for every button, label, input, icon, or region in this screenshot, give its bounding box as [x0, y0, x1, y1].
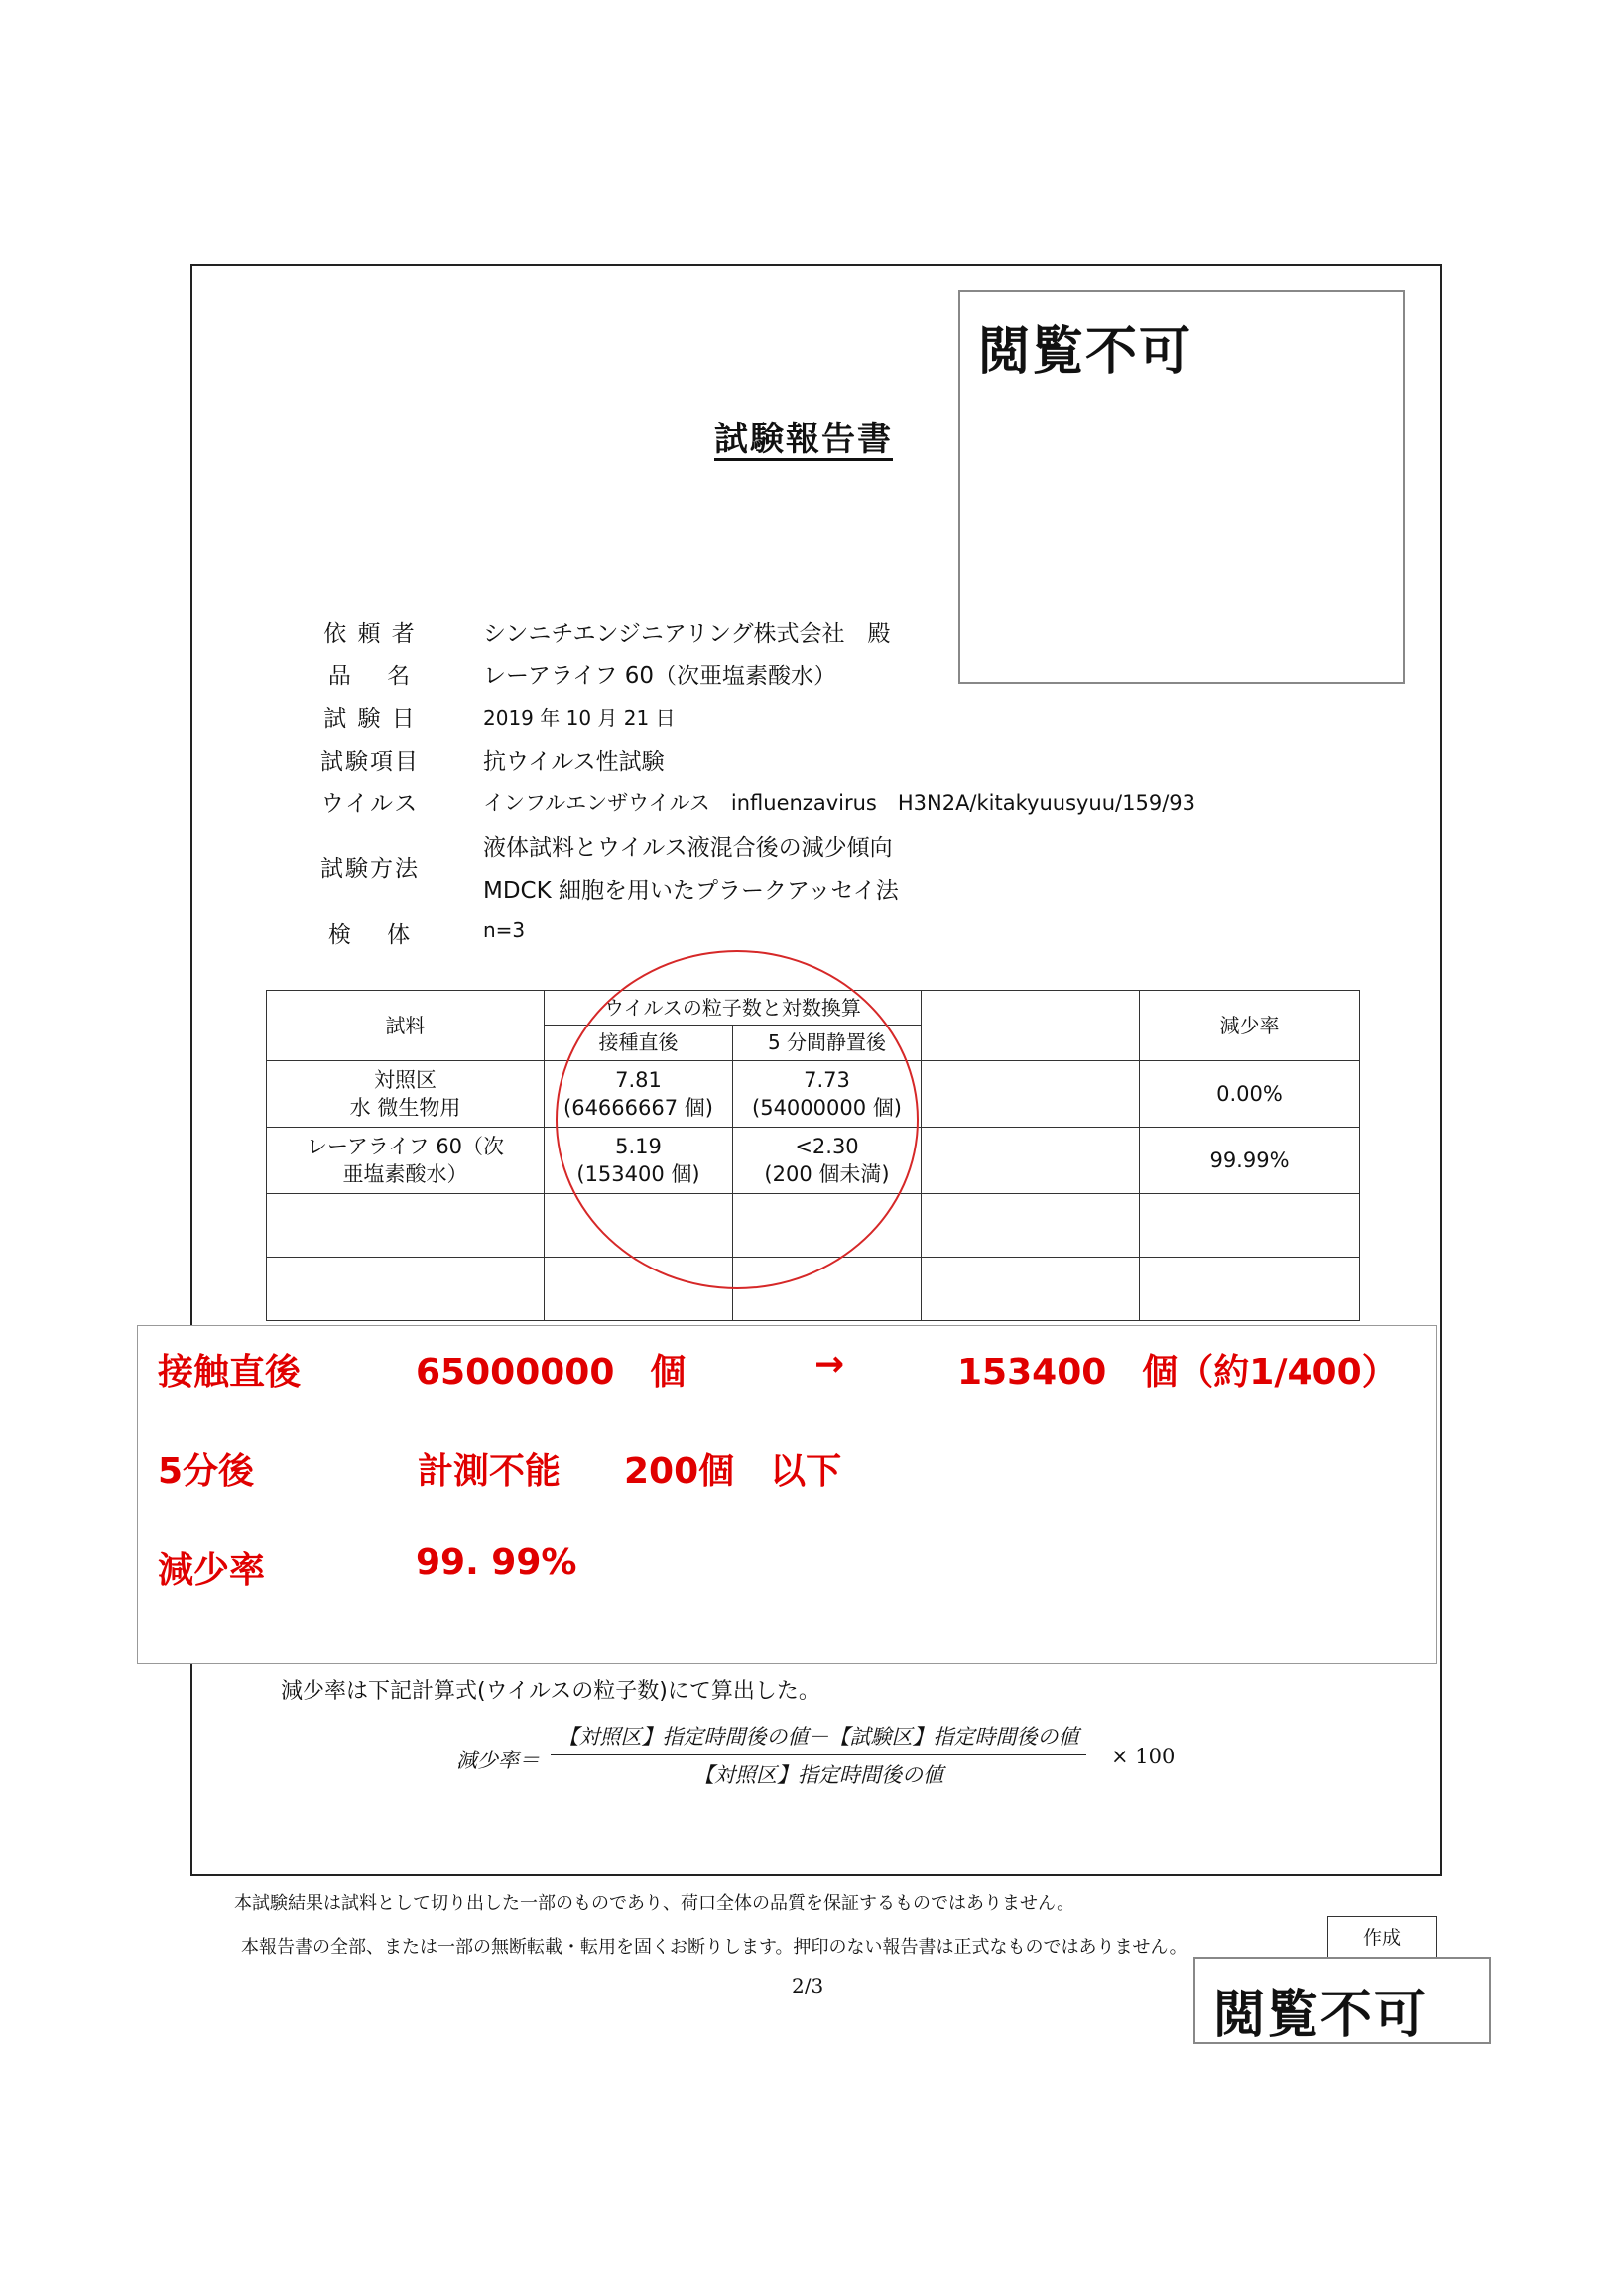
- report-title: 試験報告書: [714, 420, 893, 459]
- formula-fraction: [551, 1721, 1086, 1789]
- header-immediate: 接種直後: [545, 1026, 733, 1061]
- summary-value-reduction: 99. 99%: [416, 1542, 577, 1583]
- cell-text: 7.73: [804, 1067, 850, 1092]
- cell-sample: [267, 1061, 545, 1128]
- cell-text: (153400 個): [576, 1162, 700, 1186]
- header-particle-count: ウイルスの粒子数と対数換算: [545, 991, 922, 1026]
- cell-text: 亜塩素酸水）: [342, 1162, 468, 1186]
- prepared-stamp-box: 作成: [1327, 1916, 1437, 1962]
- footer-note-copyright: 本報告書の全部、または一部の無断転載・転用を固くお断りします。押印のない報告書は正式なものではありません。: [241, 1937, 1187, 1958]
- info-label-virus: ウイルス: [320, 791, 420, 817]
- cell-text: 7.81: [615, 1067, 662, 1092]
- cell-reduction: 99.99%: [1140, 1128, 1360, 1194]
- cell-text: 水 微生物用: [349, 1096, 461, 1120]
- info-label-specimen: 検 体: [327, 922, 413, 948]
- info-value-specimen: n=3: [483, 918, 526, 942]
- info-value-test-method-line1: 液体試料とウイルス液混合後の減少傾向: [483, 835, 893, 861]
- cell-text: (64666667 個): [563, 1096, 713, 1120]
- info-value-test-date: 2019 年 10 月 21 日: [483, 706, 676, 730]
- formula-rhs: × 100: [1111, 1745, 1176, 1768]
- page-number: 2/3: [792, 1974, 824, 1997]
- cell-empty: [922, 1061, 1140, 1128]
- info-label-test-method: 試験方法: [320, 856, 420, 882]
- cell-text: 対照区: [374, 1067, 437, 1092]
- redaction-box-bottom: [1193, 1957, 1491, 2044]
- formula-intro: 減少率は下記計算式(ウイルスの粒子数)にて算出した。: [281, 1679, 820, 1704]
- summary-value-immediate-after: 153400 個（約1/400）: [957, 1352, 1398, 1392]
- header-empty: [922, 991, 1140, 1061]
- header-after-5min: 5 分間静置後: [733, 1026, 922, 1061]
- info-label-client: 依 頼 者: [323, 621, 417, 647]
- summary-value-unmeasurable: 計測不能: [418, 1451, 562, 1492]
- footer-note-quality: 本試験結果は試料として切り出した一部のものであり、荷口全体の品質を保証するものではありません。: [234, 1893, 1075, 1914]
- cell-empty: [922, 1128, 1140, 1194]
- info-value-test-item: 抗ウイルス性試験: [483, 749, 665, 775]
- summary-label-immediate: 接触直後: [158, 1352, 302, 1392]
- cell-sample: [267, 1128, 545, 1194]
- formula-lhs: 減少率＝: [456, 1749, 540, 1772]
- header-sample: 試料: [267, 991, 545, 1061]
- formula-numerator: 【対照区】指定時間後の値－【試験区】指定時間後の値: [551, 1721, 1086, 1755]
- info-label-test-item: 試験項目: [320, 749, 420, 775]
- info-label-test-date: 試 験 日: [323, 706, 417, 732]
- summary-overlay: [137, 1325, 1437, 1664]
- header-reduction: 減少率: [1140, 991, 1360, 1061]
- redaction-label: 閲覧不可: [978, 322, 1193, 382]
- info-value-virus: インフルエンザウイルス influenzavirus H3N2A/kitakyuusyuu/159/93: [483, 791, 1196, 815]
- redaction-label: 閲覧不可: [1213, 1986, 1429, 2045]
- formula-denominator: 【対照区】指定時間後の値: [693, 1763, 943, 1787]
- cell-text: 5.19: [615, 1134, 662, 1158]
- highlight-circle: [556, 950, 919, 1289]
- redaction-box-top: [958, 290, 1405, 684]
- cell-text: (54000000 個): [752, 1096, 902, 1120]
- info-label-product: 品 名: [327, 664, 413, 689]
- summary-value-immediate-before: 65000000 個: [416, 1352, 687, 1392]
- cell-reduction: 0.00%: [1140, 1061, 1360, 1128]
- cell-text: レーアライフ 60（次: [306, 1134, 505, 1158]
- arrow-right-icon: →: [814, 1344, 845, 1385]
- info-value-test-method-line2: MDCK 細胞を用いたプラークアッセイ法: [483, 878, 899, 904]
- info-value-client: シンニチエンジニアリング株式会社 殿: [483, 621, 891, 647]
- summary-label-reduction: 減少率: [158, 1550, 266, 1591]
- summary-label-after-5min: 5分後: [158, 1451, 255, 1492]
- summary-value-after-5min: 200個 以下: [624, 1451, 842, 1492]
- cell-text: (200 個未満): [764, 1162, 890, 1186]
- cell-text: <2.30: [795, 1134, 859, 1158]
- info-value-product: レーアライフ 60（次亜塩素酸水）: [483, 664, 837, 689]
